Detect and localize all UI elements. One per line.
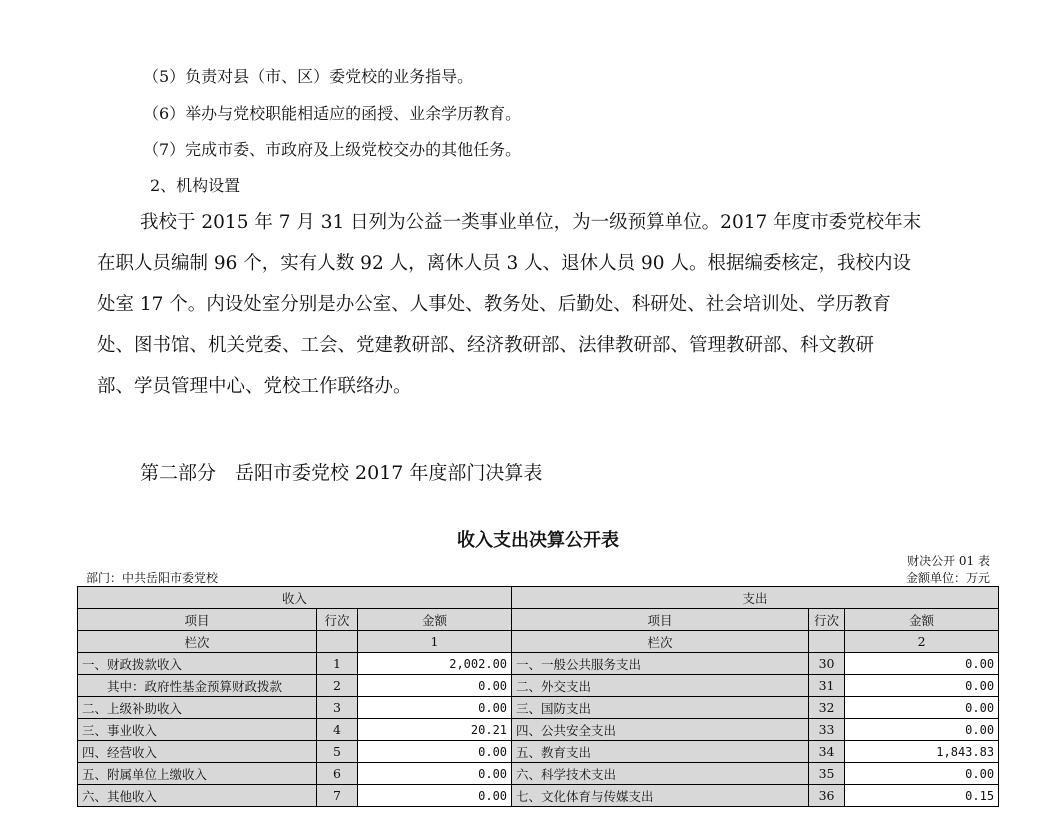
- expense-line-cell: 35: [809, 763, 845, 785]
- income-line-cell: 7: [317, 785, 358, 807]
- org-paragraph-line: 处、图书馆、机关党委、工会、党建教研部、经济教研部、法律教研部、管理教研部、科文教研: [97, 335, 875, 356]
- expense-line-col: 行次: [809, 609, 845, 631]
- section-title: 第二部分 岳阳市委党校 2017 年度部门决算表: [140, 462, 543, 484]
- expense-line-cell: 36: [809, 785, 845, 807]
- table-row: [78, 719, 999, 741]
- income-column-label: 栏次: [78, 631, 317, 653]
- income-amount-cell: 2,002.00: [358, 653, 512, 675]
- expense-item-cell: 三、国防支出: [512, 697, 809, 719]
- duty-item-6: （6）举办与党校职能相适应的函授、业余学历教育。: [143, 104, 522, 123]
- expense-line-cell: 34: [809, 741, 845, 763]
- expense-amount-cell: 0.00: [845, 719, 999, 741]
- table-row: [78, 785, 999, 807]
- income-line-blank: [317, 631, 358, 653]
- expense-amount-col: 金额: [845, 609, 999, 631]
- income-amount-cell: 0.00: [358, 697, 512, 719]
- income-item-col: 项目: [78, 609, 317, 631]
- expense-amount-cell: 0.00: [845, 697, 999, 719]
- department-label: 部门：中共岳阳市委党校: [86, 571, 219, 585]
- income-line-cell: 2: [317, 675, 358, 697]
- expense-line-blank: [809, 631, 845, 653]
- table-column-row: [78, 609, 999, 631]
- income-line-cell: 5: [317, 741, 358, 763]
- income-item-cell: 五、附属单位上缴收入: [78, 763, 317, 785]
- expense-line-cell: 32: [809, 697, 845, 719]
- expense-amount-cell: 1,843.83: [845, 741, 999, 763]
- income-line-cell: 3: [317, 697, 358, 719]
- expense-line-cell: 33: [809, 719, 845, 741]
- income-expense-table: [77, 586, 999, 807]
- table-row: [78, 653, 999, 675]
- table-row: [78, 675, 999, 697]
- income-line-cell: 6: [317, 763, 358, 785]
- expense-header: 支出: [512, 587, 999, 609]
- expense-amount-cell: 0.00: [845, 653, 999, 675]
- income-amount-cell: 0.00: [358, 763, 512, 785]
- org-paragraph-line: 处室 17 个。内设处室分别是办公室、人事处、教务处、后勤处、科研处、社会培训处、学历教育: [97, 294, 891, 315]
- table-column-number-row: [78, 631, 999, 653]
- income-item-cell: 二、上级补助收入: [78, 697, 317, 719]
- income-item-cell: 三、事业收入: [78, 719, 317, 741]
- income-amount-col: 金额: [358, 609, 512, 631]
- expense-item-cell: 二、外交支出: [512, 675, 809, 697]
- table-row: [78, 763, 999, 785]
- expense-amount-cell: 0.15: [845, 785, 999, 807]
- income-column-number: 1: [358, 631, 512, 653]
- income-amount-cell: 0.00: [358, 675, 512, 697]
- expense-item-cell: 七、文化体育与传媒支出: [512, 785, 809, 807]
- table-row: [78, 697, 999, 719]
- org-paragraph-line: 我校于 2015 年 7 月 31 日列为公益一类事业单位，为一级预算单位。2017 年度市委党校年末: [140, 212, 922, 233]
- expense-column-number: 2: [845, 631, 999, 653]
- expense-item-cell: 一、一般公共服务支出: [512, 653, 809, 675]
- expense-item-cell: 六、科学技术支出: [512, 763, 809, 785]
- table-row: [78, 741, 999, 763]
- income-header: 收入: [78, 587, 512, 609]
- form-code: 财决公开 01 表: [907, 554, 990, 568]
- income-item-cell: 其中：政府性基金预算财政拨款: [78, 675, 317, 697]
- expense-amount-cell: 0.00: [845, 763, 999, 785]
- table-title: 收入支出决算公开表: [457, 530, 619, 551]
- income-amount-cell: 20.21: [358, 719, 512, 741]
- org-paragraph-line: 在职人员编制 96 个，实有人数 92 人，离休人员 3 人、退休人员 90 人。根据编委核定，我校内设: [97, 253, 911, 274]
- expense-item-cell: 四、公共安全支出: [512, 719, 809, 741]
- unit-label: 金额单位：万元: [905, 571, 990, 585]
- org-paragraph-line: 部、学员管理中心、党校工作联络办。: [97, 376, 412, 397]
- expense-item-cell: 五、教育支出: [512, 741, 809, 763]
- expense-line-cell: 31: [809, 675, 845, 697]
- income-line-col: 行次: [317, 609, 358, 631]
- duty-item-7: （7）完成市委、市政府及上级党校交办的其他任务。: [143, 140, 522, 159]
- duty-item-5: （5）负责对县（市、区）委党校的业务指导。: [143, 67, 474, 86]
- income-amount-cell: 0.00: [358, 741, 512, 763]
- income-amount-cell: 0.00: [358, 785, 512, 807]
- org-heading: 2、机构设置: [150, 176, 241, 195]
- expense-column-label: 栏次: [512, 631, 809, 653]
- table-header-row: [78, 587, 999, 609]
- expense-item-col: 项目: [512, 609, 809, 631]
- income-item-cell: 六、其他收入: [78, 785, 317, 807]
- income-item-cell: 四、经营收入: [78, 741, 317, 763]
- income-line-cell: 1: [317, 653, 358, 675]
- income-line-cell: 4: [317, 719, 358, 741]
- income-item-cell: 一、财政拨款收入: [78, 653, 317, 675]
- expense-line-cell: 30: [809, 653, 845, 675]
- expense-amount-cell: 0.00: [845, 675, 999, 697]
